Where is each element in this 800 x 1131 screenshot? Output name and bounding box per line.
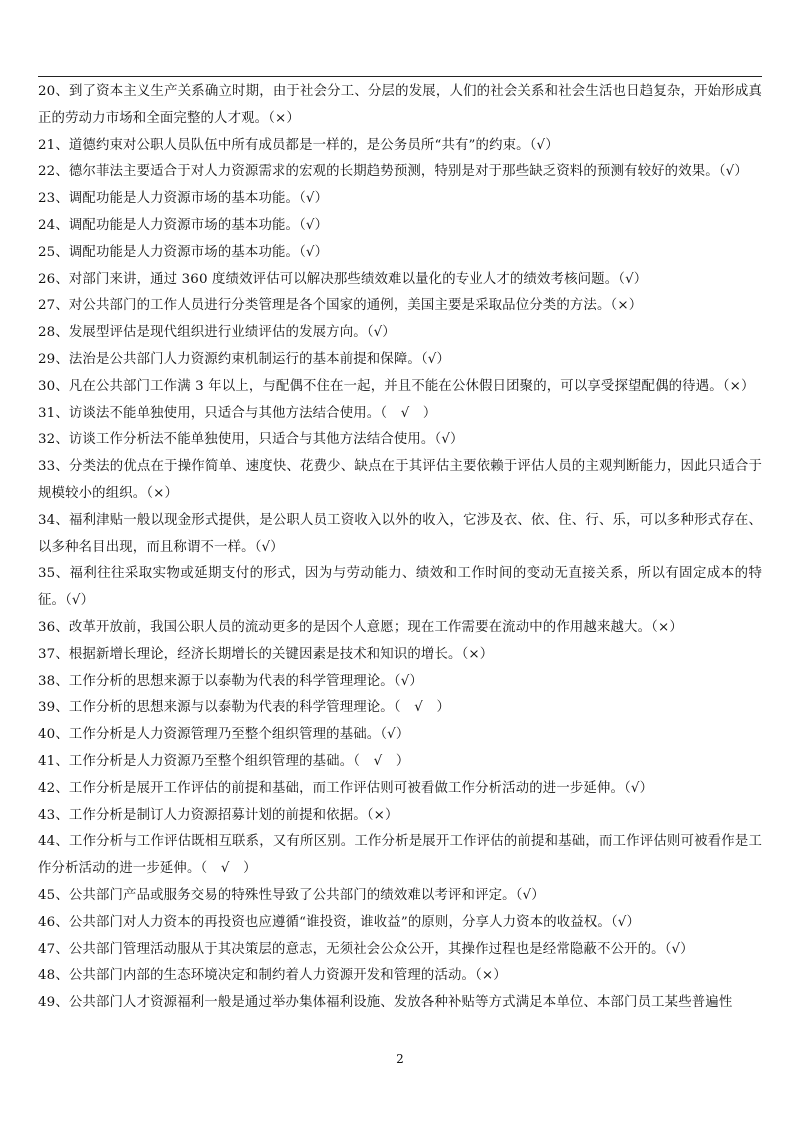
list-item: 47、公共部门管理活动服从于其决策层的意志，无须社会公众公开，其操作过程也是经常隐蔽不公开的。（√） <box>38 941 694 957</box>
list-item: 40、工作分析是人力资源管理乃至整个组织管理的基础。（√） <box>38 727 410 743</box>
list-item: 20、到了资本主义生产关系确立时期，由于社会分工、分层的发展，人们的社会关系和社会生活也日趋复杂，开始形成真正的劳动力市场和全面完整的人才观。（×） <box>38 84 762 126</box>
header-rule <box>38 76 762 77</box>
list-item: 26、对部门来讲，通过 360 度绩效评估可以解决那些绩效难以量化的专业人才的绩效考核问题。（√） <box>38 271 648 287</box>
list-item: 21、道德约束对公职人员队伍中所有成员都是一样的，是公务员所“共有”的约束。（√） <box>38 137 559 153</box>
list-item: 35、福利往往采取实物或延期支付的形式，因为与劳动能力、绩效和工作时间的变动无直接关系，所以有固定成本的特征。（√） <box>38 566 762 609</box>
list-item: 48、公共部门内部的生态环境决定和制约着人力资源开发和管理的活动。（×） <box>38 968 507 984</box>
list-item: 42、工作分析是展开工作评估的前提和基础，而工作评估则可被看做工作分析活动的进一步延伸。（√） <box>38 780 654 796</box>
list-item: 24、调配功能是人力资源市场的基本功能。（√） <box>38 217 329 233</box>
list-item: 41、工作分析是人力资源乃至整个组织管理的基础。（ √ ） <box>38 753 410 769</box>
list-item: 32、访谈工作分析法不能单独使用，只适合与其他方法结合使用。（√） <box>38 432 464 448</box>
list-item: 31、访谈法不能单独使用，只适合与其他方法结合使用。（ √ ） <box>38 405 437 421</box>
list-item: 34、福利津贴一般以现金形式提供，是公职人员工资收入以外的收入，它涉及衣、依、住、行、乐，可以多种形式存在、以多种名目出现，而且称谓不一样。（√） <box>38 512 762 555</box>
page-number: 2 <box>396 1052 404 1066</box>
question-list <box>38 79 762 1017</box>
list-item: 25、调配功能是人力资源市场的基本功能。（√） <box>38 244 329 260</box>
list-item: 45、公共部门产品或服务交易的特殊性导致了公共部门的绩效难以考评和评定。（√） <box>38 887 545 903</box>
list-item: 23、调配功能是人力资源市场的基本功能。（√） <box>38 191 329 207</box>
list-item: 29、法治是公共部门人力资源约束机制运行的基本前提和保障。（√） <box>38 351 450 367</box>
list-item: 39、工作分析的思想来源与以泰勒为代表的科学管理理论。（ √ ） <box>38 700 450 716</box>
list-item: 27、对公共部门的工作人员进行分类管理是各个国家的通例，美国主要是采取品位分类的方法。（×） <box>38 298 643 314</box>
list-item: 37、根据新增长理论，经济长期增长的关键因素是技术和知识的增长。（×） <box>38 646 494 662</box>
list-item: 43、工作分析是制订人力资源招募计划的前提和依据。（×） <box>38 807 399 823</box>
list-item: 33、分类法的优点在于操作简单、速度快、花费少、缺点在于其评估主要依赖于评估人员的主观判断能力，因此只适合于规模较小的组织。（×） <box>38 459 762 501</box>
list-item: 28、发展型评估是现代组织进行业绩评估的发展方向。（√） <box>38 325 396 341</box>
list-item: 38、工作分析的思想来源于以泰勒为代表的科学管理理论。（√） <box>38 673 423 689</box>
list-item: 49、公共部门人才资源福利一般是通过举办集体福利设施、发放各种补贴等方式满足本单位、本部门员工某些普遍性 <box>38 995 733 1011</box>
list-item: 22、德尔菲法主要适合于对人力资源需求的宏观的长期趋势预测，特别是对于那些缺乏资料的预测有较好的效果。（√） <box>38 164 748 180</box>
list-item: 46、公共部门对人力资本的再投资也应遵循“谁投资，谁收益”的原则，分享人力资本的收益权。（√） <box>38 914 641 930</box>
list-item: 30、凡在公共部门工作满 3 年以上，与配偶不住在一起，并且不能在公休假日团聚的，可以享受探望配偶的待遇。（×） <box>38 378 755 394</box>
list-item: 44、工作分析与工作评估既相互联系，又有所区别。工作分析是展开工作评估的前提和基础，而工作评估则可被看作是工作分析活动的进一步延伸。（ √ ） <box>38 834 762 877</box>
list-item: 36、改革开放前，我国公职人员的流动更多的是因个人意愿；现在工作需要在流动中的作用越来越大。（×） <box>38 619 683 635</box>
